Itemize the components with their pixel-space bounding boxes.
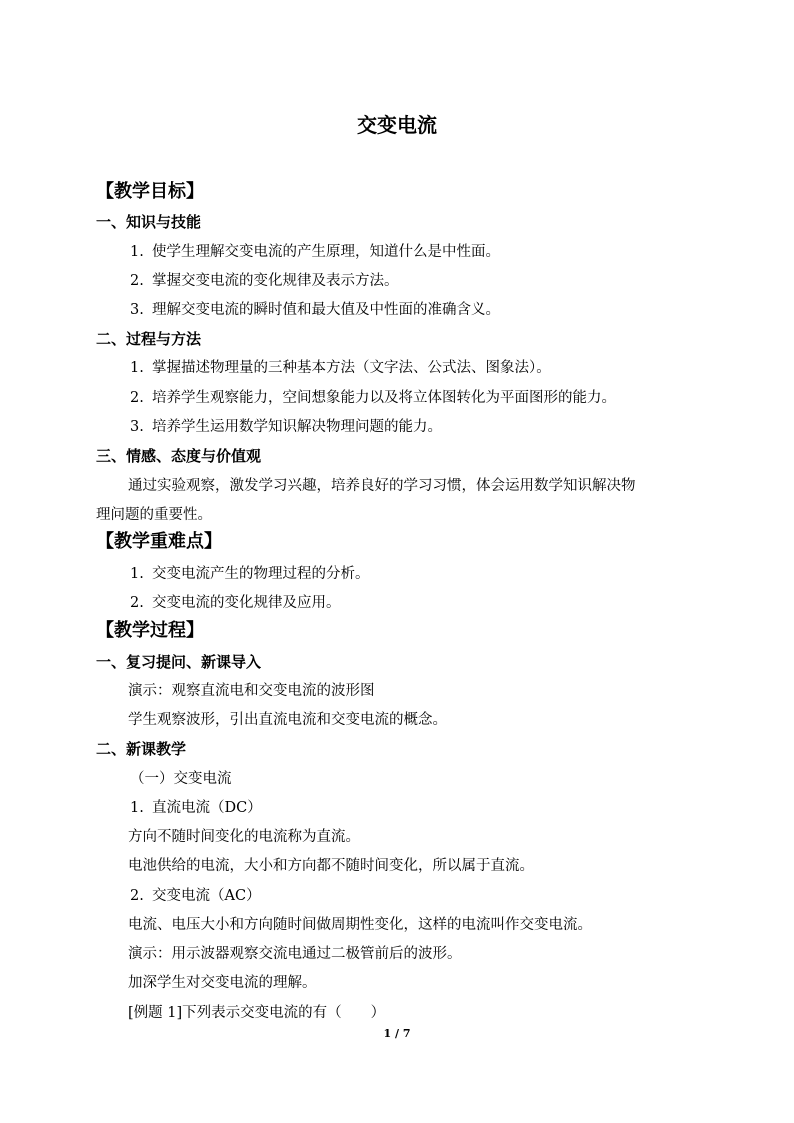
section-heading-keypoints: 【教学重难点】 — [96, 531, 222, 552]
heading-attitude-values: 三、情感、态度与价值观 — [96, 447, 262, 465]
list-item: 2. 培养学生观察能力，空间想象能力以及将立体图转化为平面图形的能力。 — [130, 390, 616, 406]
paragraph-line: 电池供给的电流，大小和方向都不随时间变化，所以属于直流。 — [128, 858, 534, 874]
document-title: 交变电流 — [357, 113, 437, 137]
list-item: 1. 直流电流（DC） — [130, 800, 262, 816]
example-question: [例题 1]下列表示交变电流的有（ ） — [128, 1005, 386, 1021]
paragraph-line: 演示：观察直流电和交变电流的波形图 — [128, 683, 375, 699]
list-item: 2. 交变电流的变化规律及应用。 — [130, 595, 341, 611]
heading-process-methods: 二、过程与方法 — [96, 330, 202, 348]
page-number: 1 / 7 — [383, 1027, 411, 1040]
paragraph-line: 电流、电压大小和方向随时间做周期性变化，这样的电流叫作交变电流。 — [128, 917, 592, 933]
paragraph-line: 演示：用示波器观察交流电通过二极管前后的波形。 — [128, 946, 462, 962]
paragraph-line: 通过实验观察，激发学习兴趣，培养良好的学习习惯，体会运用数学知识解决物 — [128, 478, 636, 494]
list-item: 2. 交变电流（AC） — [130, 888, 261, 904]
list-item: 3. 培养学生运用数学知识解决物理问题的能力。 — [130, 419, 442, 435]
paragraph-line: 方向不随时间变化的电流称为直流。 — [128, 829, 360, 845]
heading-new-lesson: 二、新课教学 — [96, 740, 187, 758]
list-item: 1. 交变电流产生的物理过程的分析。 — [130, 566, 370, 582]
paragraph-line: 学生观察波形，引出直流电流和交变电流的概念。 — [128, 712, 447, 728]
paragraph-line: 理问题的重要性。 — [96, 507, 212, 523]
list-item: 1. 使学生理解交变电流的产生原理，知道什么是中性面。 — [130, 244, 500, 260]
heading-review: 一、复习提问、新课导入 — [96, 653, 262, 671]
list-item: 1. 掌握描述物理量的三种基本方法（文字法、公式法、图象法）。 — [130, 360, 551, 376]
section-heading-goals: 【教学目标】 — [96, 181, 204, 202]
subheading-ac: （一）交变电流 — [130, 771, 232, 787]
section-heading-process: 【教学过程】 — [96, 620, 204, 641]
list-item: 3. 理解交变电流的瞬时值和最大值及中性面的准确含义。 — [130, 302, 500, 318]
list-item: 2. 掌握交变电流的变化规律及表示方法。 — [130, 273, 399, 289]
heading-knowledge-skills: 一、知识与技能 — [96, 213, 202, 231]
paragraph-line: 加深学生对交变电流的理解。 — [128, 975, 317, 991]
